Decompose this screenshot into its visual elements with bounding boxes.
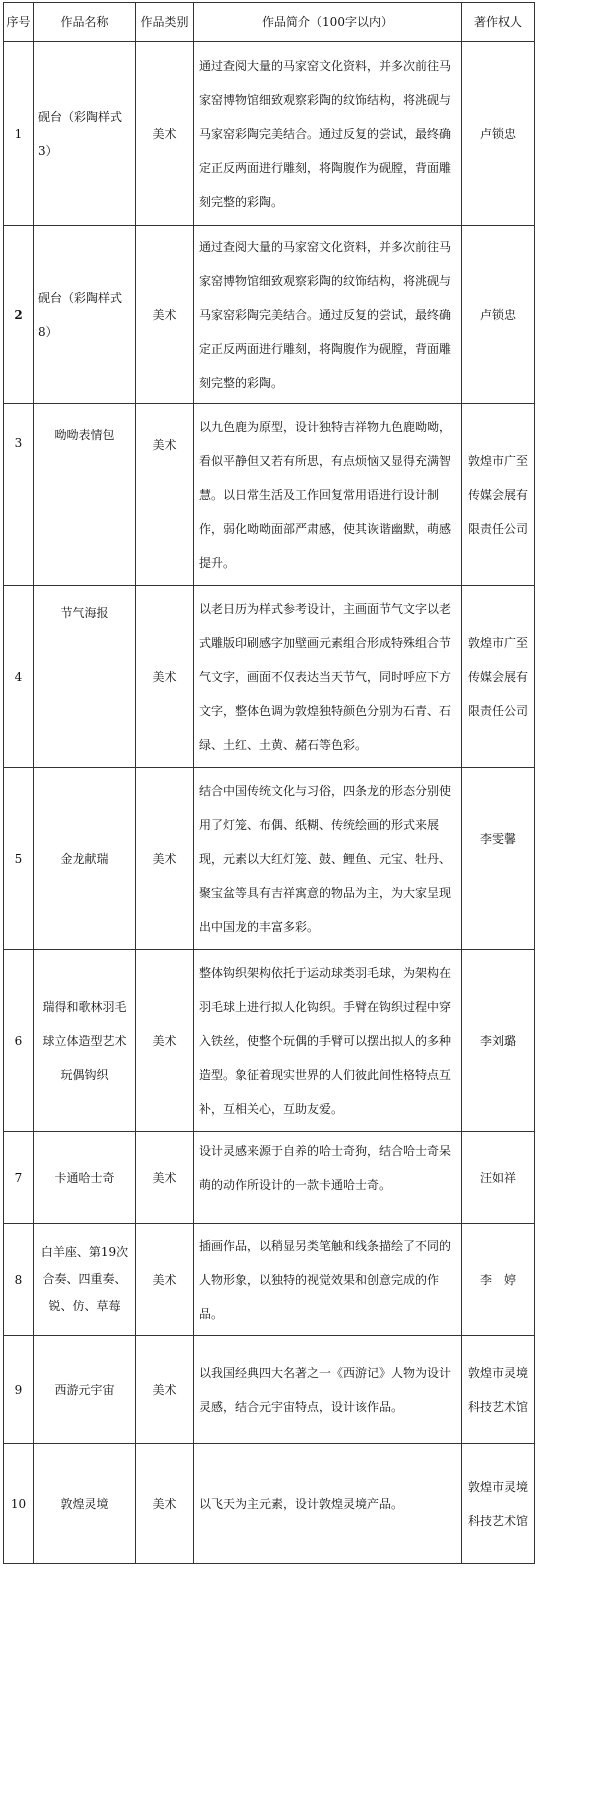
copyright-owner: 敦煌市灵境科技艺术馆 [462,1444,535,1564]
work-name: 西游元宇宙 [34,1336,136,1444]
work-description: 通过查阅大量的马家窑文化资料，并多次前往马家窑博物馆细致观察彩陶的纹饰结构，将洮砚与马家窑彩陶完美结合。通过反复的尝试，最终确定正反两面进行雕刻，将陶腹作为砚膛，背面雕刻完整的彩陶。 [194,226,462,404]
work-description: 整体钩织架构依托于运动球类羽毛球，为架构在羽毛球上进行拟人化钩织。手臂在钩织过程中穿入铁丝，使整个玩偶的手臂可以摆出拟人的多种造型。象征着现实世界的人们彼此间性格特点互补，互相关心，互助友爱。 [194,950,462,1132]
work-name: 瑞得和歌林羽毛球立体造型艺术玩偶钩织 [34,950,136,1132]
row-number: 5 [4,768,34,950]
table-row [4,226,535,404]
work-name: 敦煌灵境 [34,1444,136,1564]
work-name: 白羊座、第19次合奏、四重奏、锐、仿、草莓 [34,1224,136,1336]
copyright-owner: 汪如祥 [462,1132,535,1224]
table-row [4,1336,535,1444]
work-category: 美术 [136,42,194,226]
work-description: 以老日历为样式参考设计，主画面节气文字以老式雕版印刷感字加壁画元素组合形成特殊组合节气文字，画面不仅表达当天节气，同时呼应下方文字，整体色调为敦煌独特颜色分别为石青、石绿、土红、土黄、赭石等色彩。 [194,586,462,768]
row-number: 2 [4,226,34,404]
work-category: 美术 [136,1224,194,1336]
work-description: 通过查阅大量的马家窑文化资料，并多次前往马家窑博物馆细致观察彩陶的纹饰结构，将洮砚与马家窑彩陶完美结合。通过反复的尝试，最终确定正反两面进行雕刻，将陶腹作为砚膛，背面雕刻完整的彩陶。 [194,42,462,226]
work-description: 以我国经典四大名著之一《西游记》人物为设计灵感，结合元宇宙特点，设计该作品。 [194,1336,462,1444]
table-row [4,1224,535,1336]
work-category: 美术 [136,586,194,768]
header-desc: 作品简介（100字以内） [194,3,462,42]
work-name: 砚台（彩陶样式8） [34,226,136,404]
table-row [4,1444,535,1564]
copyright-owner: 敦煌市广至传媒会展有限责任公司 [462,586,535,768]
copyright-owner: 卢锁忠 [462,226,535,404]
work-name: 金龙献瑞 [34,768,136,950]
table-row [4,404,535,586]
work-category: 美术 [136,768,194,950]
work-description: 以九色鹿为原型，设计独特吉祥物九色鹿呦呦，看似平静但又若有所思，有点烦恼又显得充满智慧。以日常生活及工作回复常用语进行设计制作，弱化呦呦面部严肃感，使其诙谐幽默，萌感提升。 [194,404,462,586]
work-name: 呦呦表情包 [34,404,136,586]
work-category: 美术 [136,226,194,404]
header-row [4,3,535,42]
work-category: 美术 [136,1132,194,1224]
work-name: 砚台（彩陶样式3） [34,42,136,226]
work-description: 插画作品，以稍显另类笔触和线条描绘了不同的人物形象，以独特的视觉效果和创意完成的作品。 [194,1224,462,1336]
header-category: 作品类别 [136,3,194,42]
works-table [3,2,535,1564]
copyright-owner: 敦煌市灵境科技艺术馆 [462,1336,535,1444]
work-description: 结合中国传统文化与习俗，四条龙的形态分别使用了灯笼、布偶、纸糊、传统绘画的形式来展现，元素以大红灯笼、鼓、鲤鱼、元宝、牡丹、聚宝盆等具有吉祥寓意的物品为主，为大家呈现出中国龙的丰富多彩。 [194,768,462,950]
copyright-owner: 卢锁忠 [462,42,535,226]
header-no: 序号 [4,3,34,42]
work-name: 节气海报 [34,586,136,768]
work-category: 美术 [136,950,194,1132]
row-number: 8 [4,1224,34,1336]
header-owner: 著作权人 [462,3,535,42]
table-row [4,950,535,1132]
copyright-owner: 李 婷 [462,1224,535,1336]
header-name: 作品名称 [34,3,136,42]
row-number: 1 [4,42,34,226]
row-number: 6 [4,950,34,1132]
work-category: 美术 [136,1336,194,1444]
table-row [4,586,535,768]
work-category: 美术 [136,404,194,586]
row-number: 10 [4,1444,34,1564]
row-number: 3 [4,404,34,586]
copyright-owner: 敦煌市广至传媒会展有限责任公司 [462,404,535,586]
work-description: 设计灵感来源于自养的哈士奇狗，结合哈士奇呆萌的动作所设计的一款卡通哈士奇。 [194,1132,462,1224]
table-row [4,1132,535,1224]
table-row [4,42,535,226]
work-description: 以飞天为主元素，设计敦煌灵境产品。 [194,1444,462,1564]
row-number: 9 [4,1336,34,1444]
row-number: 7 [4,1132,34,1224]
work-name: 卡通哈士奇 [34,1132,136,1224]
table-row [4,768,535,950]
work-category: 美术 [136,1444,194,1564]
row-number: 4 [4,586,34,768]
copyright-owner: 李雯馨 [462,768,535,950]
copyright-owner: 李刘璐 [462,950,535,1132]
